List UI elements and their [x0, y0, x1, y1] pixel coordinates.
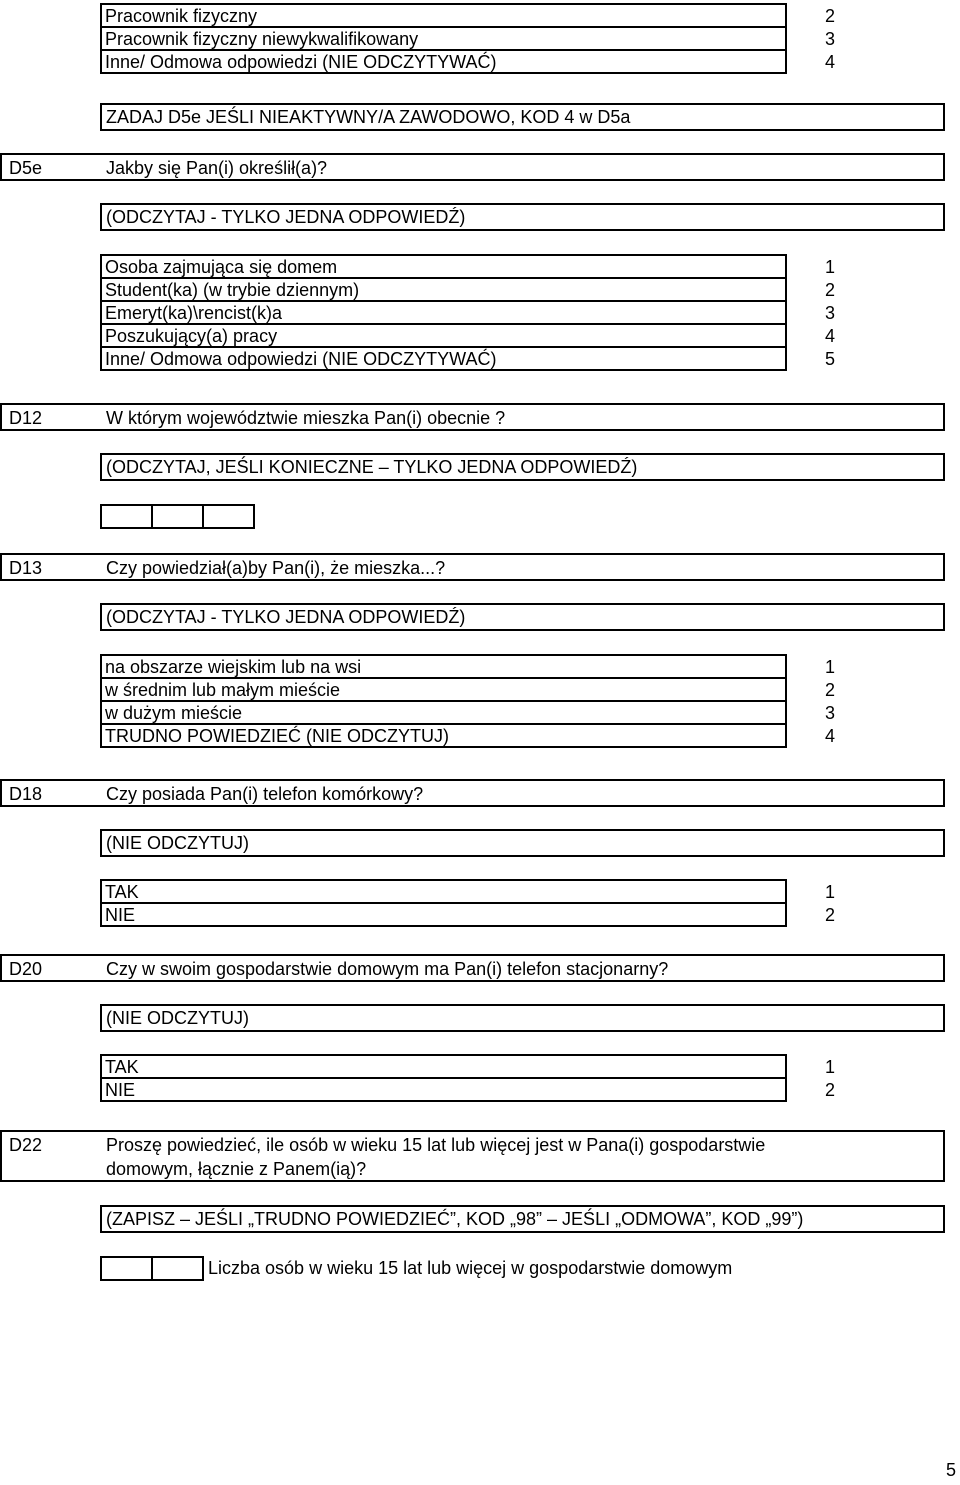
question-box-d5e: [0, 153, 945, 181]
question-text: Czy w swoim gospodarstwie domowym ma Pan(i) telefon stacjonarny?: [106, 959, 669, 979]
question-id: D5e: [9, 158, 43, 178]
option-label: Pracownik fizyczny niewykwalifikowany: [105, 29, 419, 49]
option-label: Student(ka) (w trybie dziennym): [105, 280, 360, 300]
option-row[interactable]: [100, 323, 836, 348]
option-code: 4: [825, 52, 836, 72]
option-code: 2: [825, 280, 836, 300]
option-row[interactable]: [100, 277, 836, 302]
option-row[interactable]: [100, 49, 836, 74]
option-code: 2: [825, 1080, 836, 1100]
option-row[interactable]: [100, 300, 836, 325]
question-box-d18: [0, 779, 945, 807]
question-id: D18: [9, 784, 43, 804]
count-entry-cell[interactable]: [100, 1256, 153, 1281]
option-code: 2: [825, 6, 836, 26]
answer-count-cells-d22: [100, 1256, 202, 1281]
option-row[interactable]: [100, 346, 836, 371]
option-label: w dużym mieście: [105, 703, 243, 723]
count-entry-cell[interactable]: [151, 1256, 204, 1281]
question-text: Jakby się Pan(i) określił(a)?: [106, 158, 328, 178]
question-box-d13: [0, 553, 945, 581]
options-d18: [100, 879, 836, 927]
question-box-d22: [0, 1130, 945, 1182]
option-row[interactable]: [100, 26, 836, 51]
answer-label-d22: Liczba osób w wieku 15 lat lub więcej w gospodarstwie domowym: [208, 1258, 733, 1278]
question-box-d12: [0, 403, 945, 431]
question-text: Czy powiedział(a)by Pan(i), że mieszka...?: [106, 558, 446, 578]
code-entry-cell[interactable]: [100, 504, 153, 529]
instruction-d12: (ODCZYTAJ, JEŚLI KONIECZNE – TYLKO JEDNA ODPOWIEDŹ): [100, 453, 945, 481]
question-id: D12: [9, 408, 43, 428]
option-row[interactable]: [100, 1054, 836, 1079]
question-text-line1: Proszę powiedzieć, ile osób w wieku 15 lat lub więcej jest w Pana(i) gospodarstwie: [106, 1135, 766, 1155]
filter-instruction-d5e: ZADAJ D5e JEŚLI NIEAKTYWNY/A ZAWODOWO, KOD 4 w D5a: [100, 103, 945, 131]
question-text: W którym województwie mieszka Pan(i) obecnie ?: [106, 408, 506, 428]
instruction-d18: (NIE ODCZYTUJ): [100, 829, 945, 857]
option-row[interactable]: [100, 3, 836, 28]
option-row[interactable]: [100, 254, 836, 279]
option-code: 1: [825, 1057, 836, 1077]
option-label: TRUDNO POWIEDZIEĆ (NIE ODCZYTUJ): [105, 726, 449, 746]
question-box-d20: [0, 954, 945, 982]
option-code: 3: [825, 303, 836, 323]
option-label: TAK: [105, 1057, 139, 1077]
instruction-d5e: (ODCZYTAJ - TYLKO JEDNA ODPOWIEDŹ): [100, 203, 945, 231]
options-d5e: [100, 254, 836, 371]
option-code: 5: [825, 349, 836, 369]
instruction-d22: (ZAPISZ – JEŚLI „TRUDNO POWIEDZIEĆ”, KOD „98” – JEŚLI „ODMOWA”, KOD „99”): [100, 1205, 945, 1233]
top-options-list: [100, 3, 836, 74]
option-code: 1: [825, 882, 836, 902]
page-number: 5: [945, 1460, 956, 1480]
option-row[interactable]: [100, 1077, 836, 1102]
option-row[interactable]: [100, 723, 836, 748]
question-text: Czy posiada Pan(i) telefon komórkowy?: [106, 784, 424, 804]
option-label: Inne/ Odmowa odpowiedzi (NIE ODCZYTYWAĆ): [105, 349, 497, 369]
question-id: D13: [9, 558, 43, 578]
option-label: TAK: [105, 882, 139, 902]
option-code: 1: [825, 657, 836, 677]
option-label: Inne/ Odmowa odpowiedzi (NIE ODCZYTYWAĆ): [105, 52, 497, 72]
option-label: NIE: [105, 1080, 136, 1100]
instruction-d20: (NIE ODCZYTUJ): [100, 1004, 945, 1032]
option-row[interactable]: [100, 902, 836, 927]
option-label: w średnim lub małym mieście: [105, 680, 341, 700]
question-id: D22: [9, 1135, 43, 1155]
answer-code-cells-d12: [100, 504, 253, 529]
question-text-line2: domowym, łącznie z Panem(ią)?: [106, 1159, 367, 1179]
option-code: 3: [825, 703, 836, 723]
option-label: Pracownik fizyczny: [105, 6, 258, 26]
instruction-d13: (ODCZYTAJ - TYLKO JEDNA ODPOWIEDŹ): [100, 603, 945, 631]
options-d20: [100, 1054, 836, 1102]
option-label: na obszarze wiejskim lub na wsi: [105, 657, 362, 677]
option-label: Osoba zajmująca się domem: [105, 257, 338, 277]
option-code: 1: [825, 257, 836, 277]
option-row[interactable]: [100, 677, 836, 702]
options-d13: [100, 654, 836, 748]
option-code: 3: [825, 29, 836, 49]
option-row[interactable]: [100, 879, 836, 904]
option-code: 4: [825, 726, 836, 746]
option-code: 2: [825, 680, 836, 700]
option-label: Emeryt(ka)\rencist(k)a: [105, 303, 283, 323]
option-row[interactable]: [100, 700, 836, 725]
option-label: Poszukujący(a) pracy: [105, 326, 278, 346]
option-code: 4: [825, 326, 836, 346]
option-label: NIE: [105, 905, 136, 925]
code-entry-cell[interactable]: [202, 504, 255, 529]
code-entry-cell[interactable]: [151, 504, 204, 529]
option-row[interactable]: [100, 654, 836, 679]
question-id: D20: [9, 959, 43, 979]
option-code: 2: [825, 905, 836, 925]
